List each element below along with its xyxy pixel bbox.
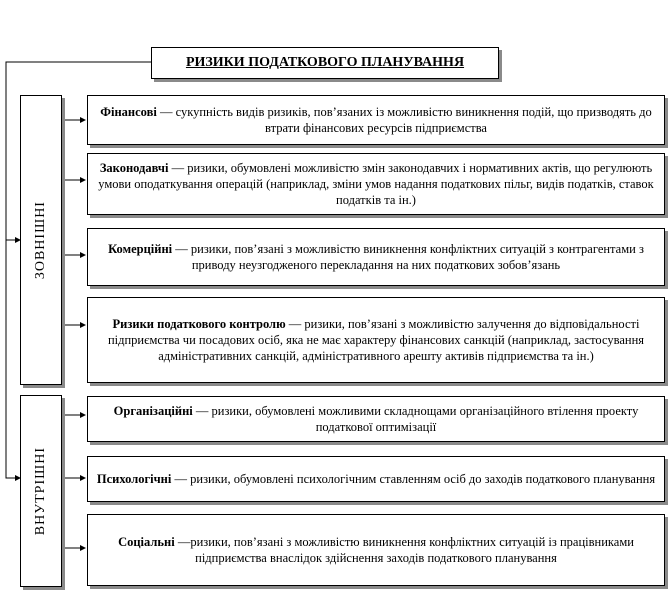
risk-item-tax-control [87, 297, 665, 383]
risk-definition: —ризики, пов’язані з можливістю виникнення конфліктних ситуацій із працівниками підприємства внаслідок здійснення заходів податкового планування [177, 534, 634, 565]
risk-definition: — ризики, пов’язані з можливістю залучення до відповідальності підприємства чи посадових осіб, яка не має характеру фінансових санкцій (наприклад, застосування адміністративних санкцій, адміністративного арешту активів підприємства та ін.) [107, 316, 645, 364]
risk-item-commercial [87, 228, 665, 286]
risk-definition: — ризики, обумовлені психологічним ставленням осіб до заходів податкового планування [174, 471, 656, 486]
risk-item-legislative [87, 153, 665, 215]
risk-term: Фінансові [100, 104, 157, 119]
risk-term: Ризики податкового контролю [112, 316, 286, 331]
risk-definition: — сукупність видів ризиків, пов’язаних із можливістю виникнення подій, що призводять до втрати фінансових ресурсів підприємства [159, 104, 652, 135]
risk-definition: — ризики, пов’язані з можливістю виникнення конфліктних ситуацій з контрагентами з приводу неузгодженого перекладання на них податкових зобов’язань [175, 241, 644, 272]
risk-item-social [87, 514, 665, 586]
diagram-title-text: РИЗИКИ ПОДАТКОВОГО ПЛАНУВАННЯ [185, 54, 465, 70]
group-internal [20, 395, 62, 587]
risk-term: Комерційні [108, 241, 173, 256]
risk-definition: — ризики, обумовлені можливістю змін законодавчих і нормативних актів, що регулюють умови оподаткування операцій (наприклад, зміни умов надання податкових пільг, видів податків, ставок податків та ін.) [98, 160, 654, 208]
risk-item-psychological [87, 456, 665, 502]
risk-term: Соціальні [118, 534, 175, 549]
group-internal-label: ВНУТРІШНІ [32, 446, 48, 536]
group-external-label: ЗОВНІШНІ [32, 200, 48, 280]
risk-term: Законодавчі [99, 160, 169, 175]
risk-term: Організаційні [113, 403, 193, 418]
group-external [20, 95, 62, 385]
risk-term: Психологічні [96, 471, 172, 486]
risk-item-financial [87, 95, 665, 145]
risk-definition: — ризики, обумовлені можливими складнощами організаційного втілення проекту податкової оптимізації [195, 403, 639, 434]
risk-item-organizational [87, 396, 665, 442]
diagram-title [151, 47, 499, 79]
